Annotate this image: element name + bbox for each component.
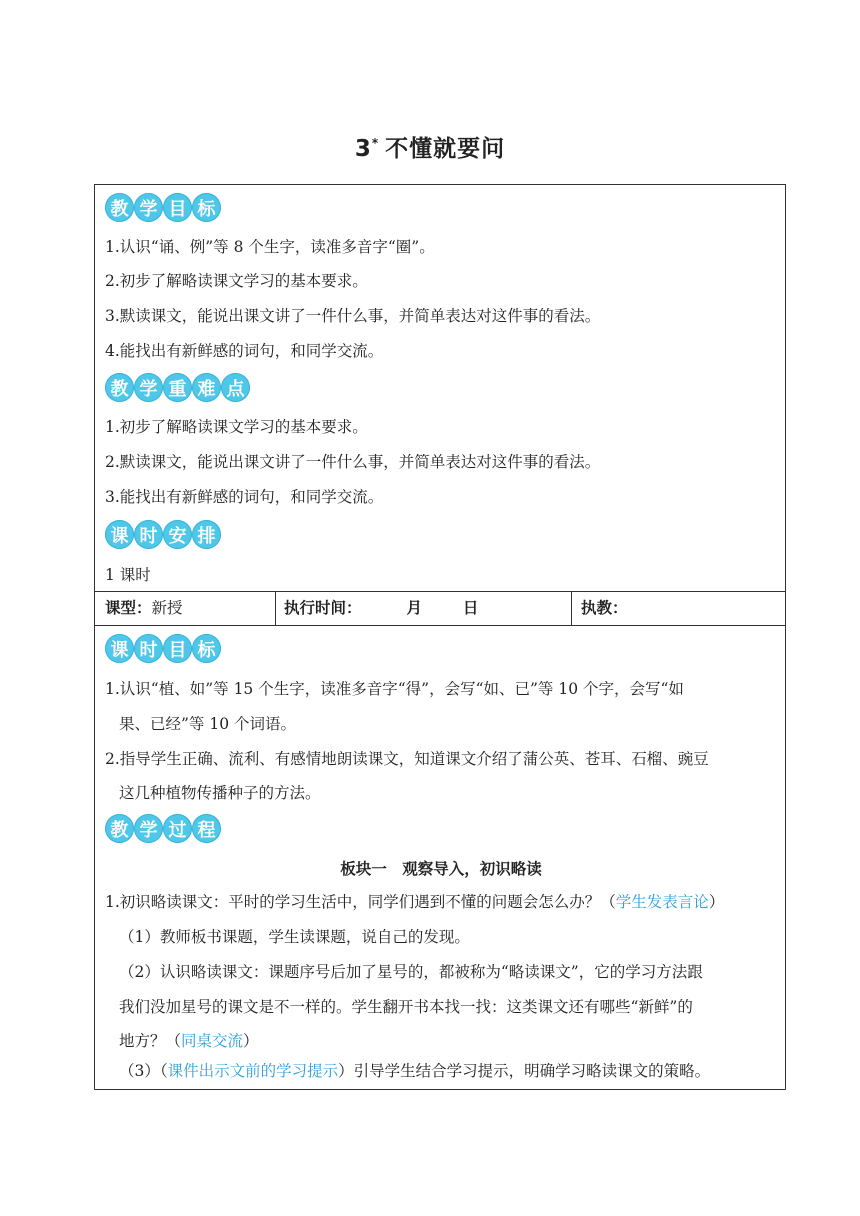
process-text: ）: [708, 893, 725, 911]
lesson-goal-line: 这几种植物传播种子的方法。: [119, 784, 321, 802]
row-divider: [95, 591, 785, 592]
heading-char: 教: [105, 193, 134, 222]
keypoint-item: 2.默读课文，能说出课文讲了一件什么事，并简单表达对这件事的看法。: [105, 453, 601, 471]
month-label: 月: [406, 599, 422, 617]
activity-note: 课件出示文前的学习提示: [167, 1062, 339, 1080]
star-mark: *: [371, 136, 380, 151]
goal-item: 3.默读课文，能说出课文讲了一件什么事，并简单表达对这件事的看法。: [105, 307, 601, 325]
keypoint-item: 1.初步了解略读课文学习的基本要求。: [105, 418, 368, 436]
page-title: [0, 130, 860, 163]
heading-char: 教: [105, 373, 134, 402]
heading-char: 排: [192, 520, 221, 549]
process-step: 我们没加星号的课文是不一样的。学生翻开书本找一找：这类课文还有哪些“新鲜”的: [119, 998, 693, 1016]
section-heading-schedule: [105, 520, 221, 549]
lesson-title: 不懂就要问: [385, 136, 506, 162]
heading-char: 时: [134, 520, 163, 549]
process-text: 地方？（: [119, 1032, 182, 1050]
heading-char: 难: [192, 373, 221, 402]
heading-char: 学: [134, 814, 163, 843]
process-step: [119, 1061, 710, 1081]
activity-note: 学生发表言论: [615, 893, 709, 911]
process-step: （1）教师板书课题，学生读课题，说自己的发现。: [119, 928, 470, 946]
process-text: ）: [243, 1032, 259, 1050]
heading-char: 标: [192, 634, 221, 663]
heading-char: 学: [134, 373, 163, 402]
process-text: 1.初识略读课文：平时的学习生活中，同学们遇到不懂的问题会怎么办？（: [105, 893, 616, 911]
process-text: （3）（: [119, 1062, 168, 1080]
heading-char: 学: [134, 193, 163, 222]
lesson-type-label: 课型：: [105, 599, 152, 617]
section-heading-lesson-goals: [105, 634, 221, 663]
heading-char: 安: [163, 520, 192, 549]
lesson-goal-line: 果、已经”等 10 个词语。: [119, 715, 297, 733]
schedule-text: 1 课时: [105, 566, 151, 584]
heading-char: 目: [163, 193, 192, 222]
keypoint-item: 3.能找出有新鲜感的词句，和同学交流。: [105, 488, 384, 506]
lesson-type-value: 新授: [151, 599, 183, 617]
heading-char: 时: [134, 634, 163, 663]
heading-char: 点: [221, 373, 250, 402]
lesson-number: 3: [354, 136, 372, 162]
teacher-label: 执教：: [581, 599, 628, 617]
lesson-type: [105, 598, 183, 618]
execution-time: [284, 598, 478, 618]
process-step: （2）认识略读课文：课题序号后加了星号的，都被称为“略读课文”，它的学习方法跟: [119, 963, 703, 981]
heading-char: 课: [105, 520, 134, 549]
lesson-goal-line: 2.指导学生正确、流利、有感情地朗读课文，知道课文介绍了蒲公英、苍耳、石榴、豌豆: [105, 750, 709, 768]
execution-time-label: 执行时间：: [284, 599, 362, 617]
goal-item: 1.认识“诵、例”等 8 个生字，读准多音字“圈”。: [105, 238, 435, 256]
process-step: [119, 1031, 259, 1051]
block-title: 板块一 观察导入，初识略读: [340, 860, 542, 878]
heading-char: 程: [192, 814, 221, 843]
heading-char: 过: [163, 814, 192, 843]
goal-item: 4.能找出有新鲜感的词句，和同学交流。: [105, 342, 384, 360]
section-heading-process: [105, 814, 221, 843]
column-divider: [275, 591, 276, 625]
goal-item: 2.初步了解略读课文学习的基本要求。: [105, 272, 368, 290]
process-text: ）引导学生结合学习提示，明确学习略读课文的策略。: [338, 1062, 711, 1080]
teacher: [581, 598, 628, 618]
section-heading-goals: [105, 193, 221, 222]
section-heading-keypoints: [105, 373, 250, 402]
heading-char: 标: [192, 193, 221, 222]
lesson-plan-table: [94, 184, 786, 1090]
day-label: 日: [462, 599, 479, 617]
column-divider: [571, 591, 572, 625]
heading-char: 重: [163, 373, 192, 402]
lesson-goal-line: 1.认识“植、如”等 15 个生字，读准多音字“得”，会写“如、已”等 10 个字，会写“如: [105, 680, 684, 698]
process-paragraph: [105, 892, 724, 912]
activity-note: 同桌交流: [181, 1032, 244, 1050]
heading-char: 课: [105, 634, 134, 663]
heading-char: 目: [163, 634, 192, 663]
heading-char: 教: [105, 814, 134, 843]
row-divider: [95, 625, 785, 626]
